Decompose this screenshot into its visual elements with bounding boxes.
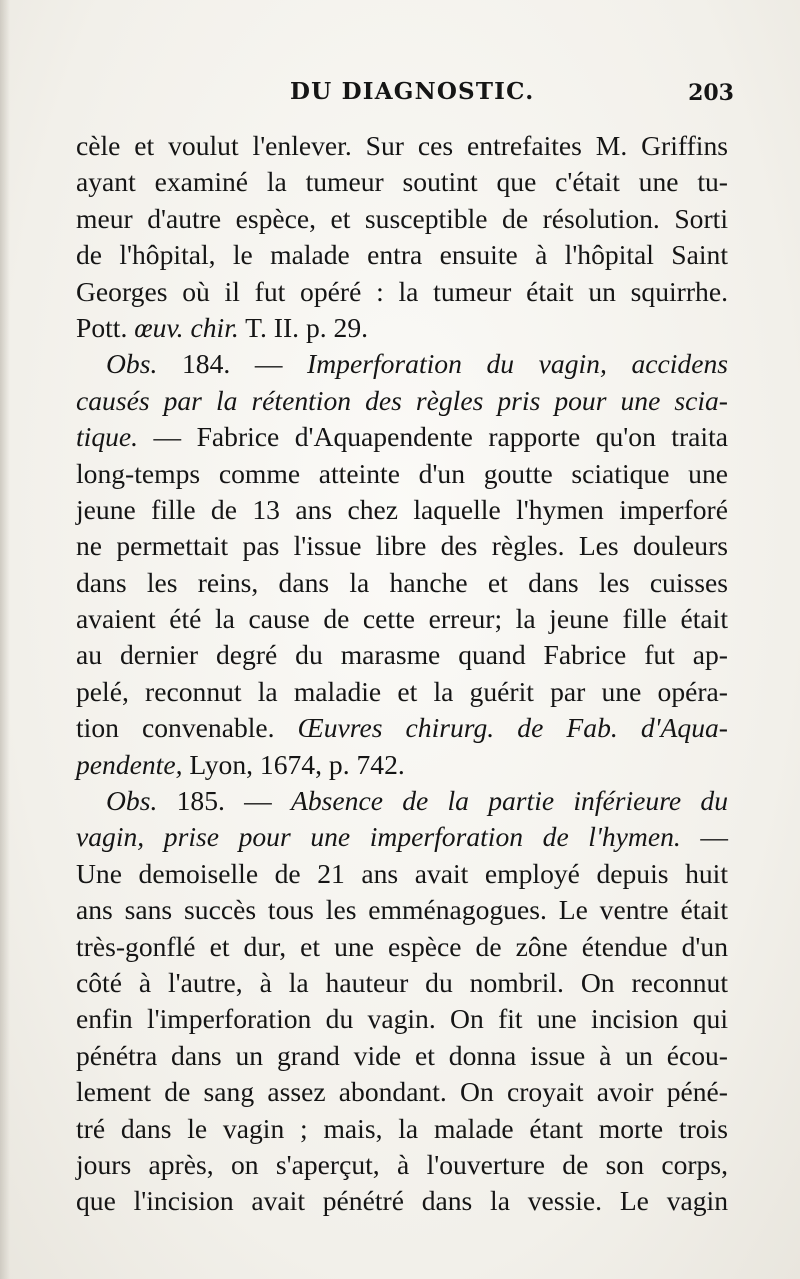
text-segment: tré dans le vagin ; mais, la malade étant morte trois <box>76 1112 728 1144</box>
text-line <box>76 1111 728 1147</box>
italic-segment: causés par la rétention des règles pris pour une scia- <box>76 384 728 416</box>
text-line <box>76 1038 728 1074</box>
text-line <box>76 346 728 382</box>
text-line <box>76 965 728 1001</box>
text-line <box>76 528 728 564</box>
text-line <box>76 492 728 528</box>
text-segment: enfin l'imperforation du vagin. On fit une incision qui <box>76 1003 728 1035</box>
italic-segment: Obs. <box>106 348 158 380</box>
italic-segment: Œuvres chirurg. de Fab. d'Aqua- <box>297 712 728 744</box>
text-line <box>76 128 728 164</box>
running-head: DU DIAGNOSTIC. <box>290 78 535 105</box>
text-segment: jeune fille de 13 ans chez laquelle l'hymen imperforé <box>76 493 728 525</box>
text-line <box>76 201 728 237</box>
text-segment: avaient été la cause de cette erreur; la jeune fille était <box>76 603 728 635</box>
text-segment: cèle et voulut l'enlever. Sur ces entrefaites M. Griffins <box>76 130 728 161</box>
text-segment: tion convenable. <box>76 712 298 744</box>
text-line <box>76 747 728 783</box>
text-segment: dans les reins, dans la hanche et dans les cuisses <box>76 566 728 598</box>
text-segment: 185. — <box>157 785 292 817</box>
text-segment: — Fabrice d'Aquapendente rapporte qu'on traita <box>138 421 728 453</box>
text-segment: lement de sang assez abondant. On croyait avoir péné- <box>76 1076 728 1108</box>
italic-segment: Imperforation du vagin, accidens <box>307 348 728 380</box>
page-header <box>78 78 734 114</box>
text-segment: côté à l'autre, à la hauteur du nombril. On reconnut <box>76 966 728 998</box>
text-segment: T. II. p. 29. <box>238 311 369 343</box>
text-segment: que l'incision avait pénétré dans la vessie. Le vagin <box>76 1185 728 1217</box>
text-line <box>76 710 728 746</box>
italic-segment: tique. <box>76 421 139 453</box>
text-segment: jours après, on s'aperçut, à l'ouverture de son corps, <box>76 1148 728 1180</box>
italic-segment: Obs. <box>106 785 158 817</box>
text-line <box>76 237 728 273</box>
text-line <box>76 637 728 673</box>
text-line <box>76 565 728 601</box>
text-line <box>76 929 728 965</box>
text-segment: Pott. <box>76 311 135 343</box>
page-number: 203 <box>688 80 734 106</box>
text-line <box>76 601 728 637</box>
text-segment: long-temps comme atteinte d'un goutte sciatique une <box>76 457 728 489</box>
text-segment: ans sans succès tous les emménagogues. Le ventre était <box>76 894 728 926</box>
text-line <box>76 819 728 855</box>
text-segment: pénétra dans un grand vide et donna issue à un écou- <box>76 1039 728 1071</box>
text-segment: 184. — <box>157 348 308 380</box>
text-segment: ne permettait pas l'issue libre des règles. Les douleurs <box>76 530 728 562</box>
text-segment: Une demoiselle de 21 ans avait employé depuis huit <box>76 857 728 889</box>
italic-segment: Absence de la partie inférieure du <box>291 785 728 817</box>
text-line <box>76 419 728 455</box>
text-segment: Lyon, 1674, p. 742. <box>182 748 405 780</box>
page-edge-shadow <box>0 0 10 1279</box>
text-segment: meur d'autre espèce, et susceptible de résolution. Sorti <box>76 202 728 234</box>
text-line <box>76 274 728 310</box>
italic-segment: pendente, <box>76 748 183 780</box>
text-line <box>76 1074 728 1110</box>
italic-segment: œuv. chir. <box>134 311 239 343</box>
text-line <box>76 856 728 892</box>
text-segment: pelé, reconnut la maladie et la guérit par une opéra- <box>76 675 728 707</box>
text-line <box>76 1183 728 1219</box>
text-line <box>76 1001 728 1037</box>
text-line <box>76 783 728 819</box>
text-line <box>76 383 728 419</box>
body-text <box>76 128 728 1220</box>
text-line <box>76 164 728 200</box>
text-line <box>76 456 728 492</box>
text-segment: ayant examiné la tumeur soutint que c'était une tu- <box>76 166 728 198</box>
text-line <box>76 674 728 710</box>
italic-segment: vagin, prise pour une imperforation de l'hymen. <box>76 821 681 853</box>
text-line <box>76 310 728 346</box>
text-segment: très-gonflé et dur, et une espèce de zône étendue d'un <box>76 930 728 962</box>
text-segment: de l'hôpital, le malade entra ensuite à l'hôpital Saint <box>76 239 728 271</box>
text-segment: Georges où il fut opéré : la tumeur était un squirrhe. <box>76 275 728 307</box>
text-line <box>76 892 728 928</box>
text-line <box>76 1147 728 1183</box>
text-segment: — <box>680 821 728 853</box>
text-segment: au dernier degré du marasme quand Fabrice fut ap- <box>76 639 728 671</box>
